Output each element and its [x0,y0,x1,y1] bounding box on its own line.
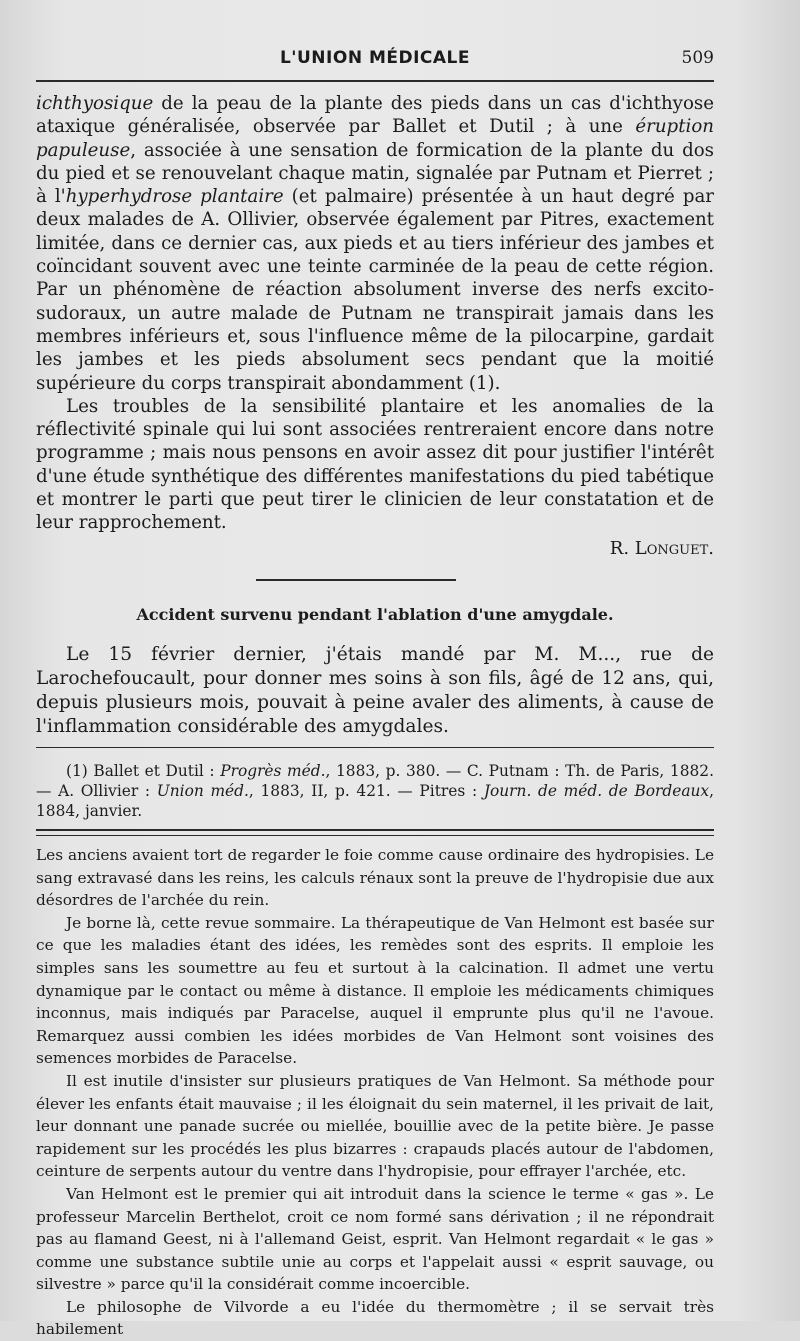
feuilleton-paragraph: Le philosophe de Vilvorde a eu l'idée du thermomètre ; il se servait très habilement [36,1297,714,1339]
header-rule [36,80,714,82]
article-title: Accident survenu pendant l'ablation d'une amygdale. [136,605,614,624]
feuilleton-rule-bottom [36,835,714,836]
footnote-rule [36,747,714,748]
text-run: (1) Ballet et Dutil : [66,762,221,780]
article-amygdale-text [36,643,714,739]
paragraph-amygdale: Le 15 février dernier, j'étais mandé par M. M..., rue de Larochefoucault, pour donner mes soins à son fils, âgé de 12 ans, qui, depuis plusieurs mois, pouvait à peine avaler des aliments, à cause de l'inflammation considérable des amygdales. [36,644,714,737]
paragraph-conclusion: Les troubles de la sensibilité plantaire et les anomalies de la réflectivité spinale qui lui sont associées rentreraient encore dans notre programme ; mais nous pensons en avoir assez dit pour justifier l'intérêt d'une étude synthétique des différentes manifestations du pied tabétique et montrer le parti que peut tirer le clinicien de leur constatation et de leur rapprochement. [36,395,714,534]
italic-run: Union méd. [156,782,249,800]
feuilleton-rule-top [36,829,714,831]
italic-run: ichthyosique [36,93,154,114]
paragraph-pied-tabetique [36,92,714,395]
page-header [36,42,714,76]
italic-run: hyperhydrose plantaire [65,186,284,208]
article-tabes-text [36,92,714,535]
italic-run: Journ. de méd. de Bordeaux [483,782,710,800]
text-run: , 1884, janvier. [36,782,715,820]
feuilleton-text [36,844,714,1341]
running-title: L'UNION MÉDICALE [279,48,471,68]
footnote [36,761,714,821]
author-signature: R. Longuet. [609,538,714,559]
feuilleton-paragraph: Il est inutile d'insister sur plusieurs pratiques de Van Helmont. Sa méthode pour élever les enfants était mauvaise ; il les éloignait du sein maternel, il les privait de lait, leur donnant une panade sucrée ou miellée, bouillie avec de la petite bière. Je passe rapidement sur les procédés les plus bizarres : crapauds placés autour de l'abdomen, ceinture de serpents autour du ventre dans l'hydropisie, pour effrayer l'archée, etc. [36,1071,714,1181]
text-run: , associée à une sensation de formication de la plante du dos du pied et se renouvelant chaque matin, signalée par Putnam et Pierret ; à l' [36,139,714,208]
text-run: (et palmaire) présentée à un haut degré par deux malades de A. Ollivier, observée également par Pitres, exactement limitée, dans ce dernier cas, aux pieds et au tiers inférieur des jambes et coïncidant souvent avec une teinte carminée de la peau de cette région. Par un phénomène de réaction absolument inverse des nerfs excito-sudoraux, un autre malade de Putnam ne transpirait jamais dans les membres inférieurs et, sous l'influence même de la pilocarpine, gardait les jambes et les pieds absolument secs pendant que la moitié supérieure du corps transpirait abondamment (1). [36,186,714,394]
text-run: , 1883, II, p. 421. — Pitres : [248,782,484,800]
feuilleton-paragraph: Van Helmont est le premier qui ait introduit dans la science le terme « gas ». Le professeur Marcelin Berthelot, croit ce nom formé sans dérivation ; il ne répondrait pas au flamand Geest, ni à l'allemand Geist, esprit. Van Helmont regardait « le gas » comme une substance subtile unie au corps et l'appelait aussi « esprit sauvage, ou silvestre » parce qu'il la considérait comme incoercible. [36,1184,714,1294]
page-number: 509 [681,48,714,68]
text-run: de la peau de la plante des pieds dans un cas d'ichthyose ataxique généralisée, observée par Ballet et Dutil ; à une [36,93,714,138]
italic-run: Progrès méd. [220,762,326,780]
footnote-text [36,761,714,821]
italic-run: éruption papuleuse [36,116,714,161]
feuilleton-paragraph: Je borne là, cette revue sommaire. La thérapeutique de Van Helmont est basée sur ce que les maladies étant des idées, les remèdes sont des esprits. Il emploie les simples sans les soumettre au feu et surtout à la calcination. Il admet une vertu dynamique par le contact ou même à distance. Il emploie les médicaments chimiques inconnus, mais indiqués par Paracelse, auquel il emprunte plus qu'il ne l'avoue. Remarquez aussi combien les idées morbides de Van Helmont sont voisines des semences morbides de Paracelse. [36,913,714,1068]
section-divider [256,579,456,581]
feuilleton-paragraph: Les anciens avaient tort de regarder le foie comme cause ordinaire des hydropisies. Le sang extravasé dans les reins, les calculs rénaux sont la preuve de l'hydropisie due aux désordres de l'archée du rein. [36,846,714,910]
text-run: , 1883, p. 380. — C. Putnam : Th. de Paris, 1882. — A. Ollivier : [36,762,714,800]
